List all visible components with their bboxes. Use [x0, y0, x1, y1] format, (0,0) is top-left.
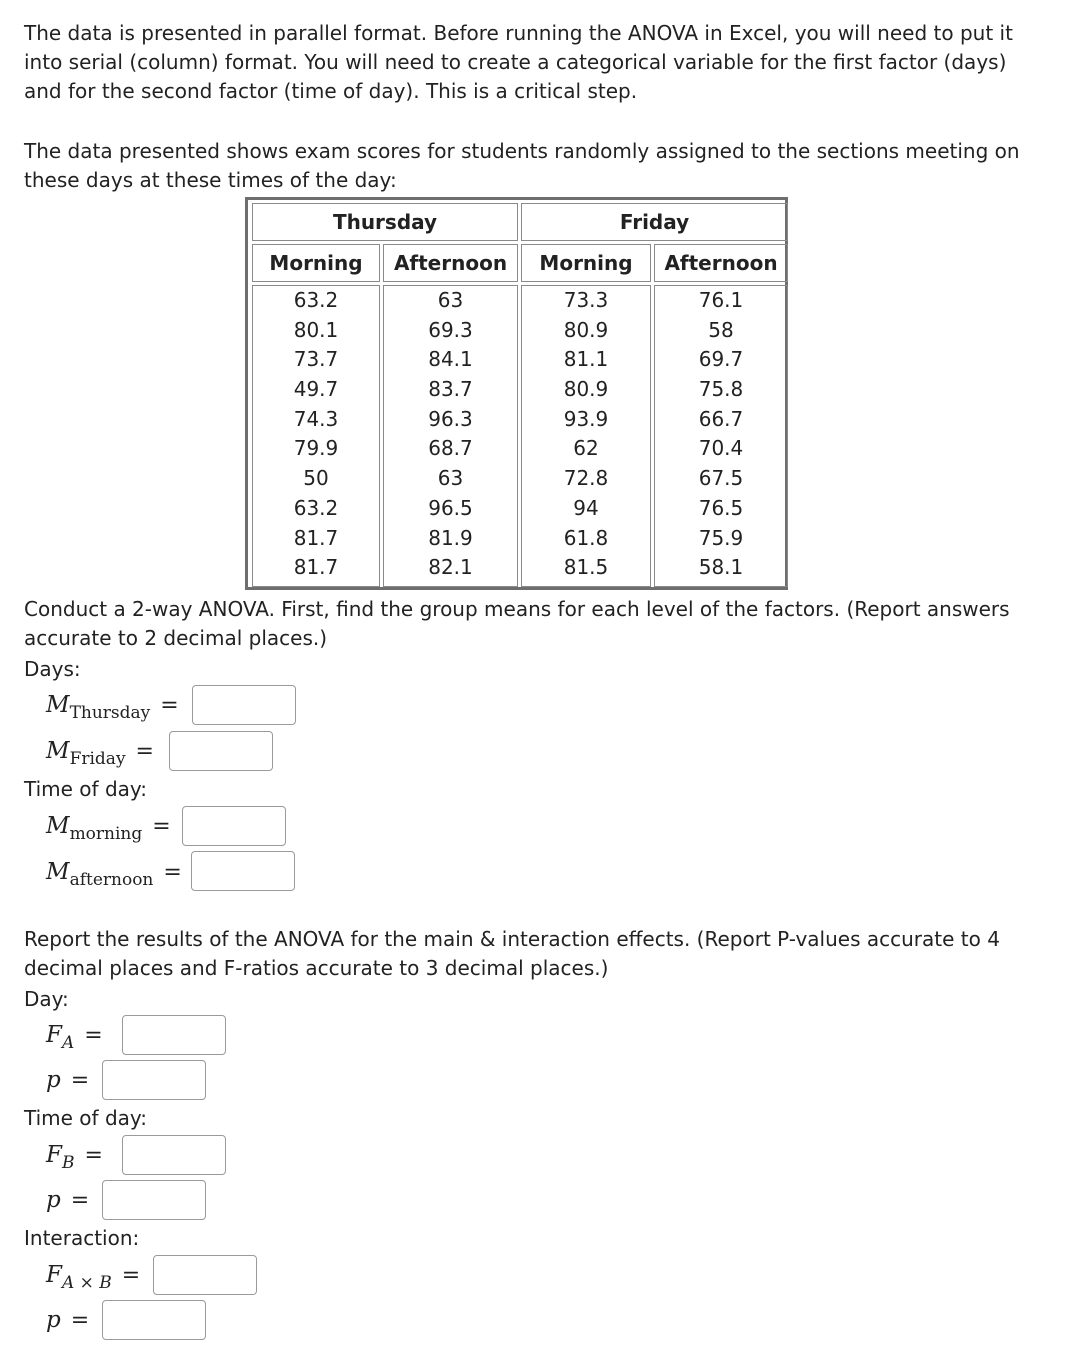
table-cell: 94 — [573, 495, 599, 520]
table-cell: 62 — [573, 436, 599, 461]
table-cell: 73.3 — [563, 288, 609, 312]
table-cell: 75.9 — [698, 525, 744, 550]
column-thursday-afternoon — [383, 285, 518, 587]
header-thursday: Thursday — [252, 203, 518, 241]
table-cell: 81.5 — [563, 555, 609, 580]
day-label: Day: — [24, 987, 69, 1011]
column-friday-morning — [521, 285, 651, 587]
m-thursday-equation: M Thursday = — [46, 692, 179, 723]
table-cell: 49.7 — [293, 377, 339, 402]
table-cell: 76.5 — [698, 495, 744, 520]
f-axb-equation: F A × B = — [46, 1262, 141, 1293]
m-afternoon-input[interactable] — [191, 851, 295, 891]
table-cell: 63 — [437, 288, 464, 312]
p-axb-input[interactable] — [102, 1300, 206, 1340]
table-cell: 61.8 — [563, 525, 609, 550]
table-cell: 80.1 — [293, 317, 339, 342]
table-cell: 63.2 — [293, 495, 339, 520]
table-cell: 72.8 — [563, 466, 609, 491]
table-cell: 96.3 — [428, 406, 473, 431]
f-b-equation: F B = — [46, 1142, 103, 1173]
table-cell: 93.9 — [563, 406, 609, 431]
intro-paragraph: The data is presented in parallel format. Before running the ANOVA in Excel, you will need to put it into serial (column) format. You will need to create a categorical variable for the first factor (days) and for the second factor (time of day). This is a critical step. — [24, 21, 1013, 103]
m-friday-input[interactable] — [169, 731, 273, 771]
anova-instruction: Report the results of the ANOVA for the main & interaction effects. (Report P-values accurate to 4 decimal places and F-ratios accurate to 3 decimal places.) — [24, 927, 1000, 980]
table-cell: 58.1 — [698, 555, 744, 580]
table-cell: 63 — [437, 466, 464, 491]
data-description: The data presented shows exam scores for students randomly assigned to the sections meeting on these days at these times of the day: — [24, 139, 1020, 192]
table-cell: 70.4 — [698, 436, 744, 461]
table-cell: 58 — [708, 317, 734, 342]
table-cell: 96.5 — [428, 495, 473, 520]
m-morning-equation: M morning = — [46, 813, 171, 844]
table-cell: 63.2 — [293, 288, 339, 312]
p-b-equation: p = — [46, 1187, 90, 1213]
m-afternoon-equation: M afternoon = — [46, 859, 182, 890]
column-friday-afternoon — [654, 285, 788, 587]
p-axb-equation: p = — [46, 1307, 90, 1333]
interaction-label: Interaction: — [24, 1226, 140, 1250]
f-a-equation: F A = — [46, 1022, 103, 1053]
header-friday: Friday — [521, 203, 788, 241]
p-b-input[interactable] — [102, 1180, 206, 1220]
table-cell: 80.9 — [563, 377, 609, 402]
table-cell: 81.1 — [563, 347, 609, 372]
subheader-friday-morning: Morning — [521, 244, 651, 282]
m-thursday-input[interactable] — [192, 685, 296, 725]
m-friday-equation: M Friday = — [46, 738, 154, 769]
table-cell: 76.1 — [698, 288, 744, 312]
f-b-input[interactable] — [122, 1135, 226, 1175]
table-cell: 75.8 — [698, 377, 744, 402]
column-thursday-morning — [252, 285, 380, 587]
p-a-input[interactable] — [102, 1060, 206, 1100]
days-label: Days: — [24, 657, 81, 681]
subheader-thursday-morning: Morning — [252, 244, 380, 282]
p-a-equation: p = — [46, 1067, 90, 1093]
table-cell: 73.7 — [293, 347, 339, 372]
table-cell: 79.9 — [293, 436, 339, 461]
table-cell: 50 — [303, 466, 329, 491]
data-table — [245, 197, 788, 590]
f-axb-input[interactable] — [153, 1255, 257, 1295]
table-cell: 66.7 — [698, 406, 744, 431]
subheader-friday-afternoon: Afternoon — [654, 244, 788, 282]
means-instruction: Conduct a 2-way ANOVA. First, find the group means for each level of the factors. (Report answers accurate to 2 decimal places.) — [24, 597, 1010, 650]
table-cell: 69.7 — [698, 347, 744, 372]
table-cell: 83.7 — [428, 377, 473, 402]
table-cell: 81.9 — [428, 525, 473, 550]
table-cell: 82.1 — [428, 555, 473, 580]
table-cell: 67.5 — [698, 466, 744, 491]
table-cell: 74.3 — [293, 406, 339, 431]
m-morning-input[interactable] — [182, 806, 286, 846]
subheader-thursday-afternoon: Afternoon — [383, 244, 518, 282]
f-a-input[interactable] — [122, 1015, 226, 1055]
time-of-day-result-label: Time of day: — [24, 1106, 148, 1130]
table-cell: 81.7 — [293, 525, 339, 550]
table-cell: 69.3 — [428, 317, 473, 342]
table-cell: 84.1 — [428, 347, 473, 372]
table-cell: 68.7 — [428, 436, 473, 461]
time-of-day-label: Time of day: — [24, 777, 148, 801]
table-cell: 81.7 — [293, 555, 339, 580]
table-cell: 80.9 — [563, 317, 609, 342]
